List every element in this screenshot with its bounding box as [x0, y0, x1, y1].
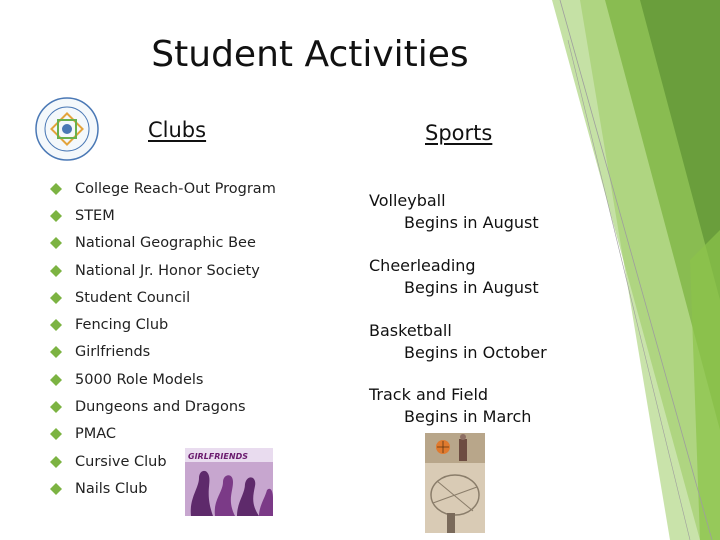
diamond-bullet-icon [50, 210, 62, 222]
sport-start: Begins in October [404, 343, 547, 362]
diamond-bullet-icon [50, 428, 62, 440]
diamond-bullet-icon [50, 265, 62, 277]
list-item: Cursive Club [50, 448, 276, 475]
sport-name: Track and Field [369, 385, 489, 404]
list-item: Dungeons and Dragons [50, 393, 276, 420]
sport-start: Begins in August [404, 213, 539, 232]
list-item: STEM [50, 202, 276, 229]
list-item: Girlfriends [50, 339, 276, 366]
list-item: PMAC [50, 421, 276, 448]
list-item: National Jr. Honor Society [50, 257, 276, 284]
school-seal-logo [34, 96, 100, 162]
svg-text:GIRLFRIENDS: GIRLFRIENDS [188, 452, 248, 461]
sports-heading: Sports [425, 121, 493, 145]
diamond-bullet-icon [50, 292, 62, 304]
diamond-bullet-icon [50, 401, 62, 413]
sport-name: Volleyball [369, 191, 446, 210]
diamond-bullet-icon [50, 237, 62, 249]
diamond-bullet-icon [50, 374, 62, 386]
page-title: Student Activities [151, 34, 469, 75]
basketball-photo-image [425, 433, 485, 533]
sport-volleyball [369, 190, 539, 234]
list-item: College Reach-Out Program [50, 175, 276, 202]
sport-basketball [369, 320, 547, 364]
diamond-bullet-icon [50, 456, 62, 468]
diamond-bullet-icon [50, 346, 62, 358]
list-item: Student Council [50, 284, 276, 311]
clubs-heading: Clubs [148, 118, 207, 142]
list-item: Nails Club [50, 475, 276, 502]
sport-track-and-field [369, 384, 531, 428]
sport-name: Basketball [369, 321, 452, 340]
sport-start: Begins in March [404, 407, 532, 426]
diamond-bullet-icon [50, 483, 62, 495]
sport-name: Cheerleading [369, 256, 476, 275]
diamond-bullet-icon [50, 183, 62, 195]
list-item: 5000 Role Models [50, 366, 276, 393]
list-item: National Geographic Bee [50, 230, 276, 257]
sport-cheerleading [369, 255, 539, 299]
diamond-bullet-icon [50, 319, 62, 331]
sport-start: Begins in August [404, 278, 539, 297]
list-item: Fencing Club [50, 311, 276, 338]
girlfriends-poster-image [185, 448, 273, 516]
